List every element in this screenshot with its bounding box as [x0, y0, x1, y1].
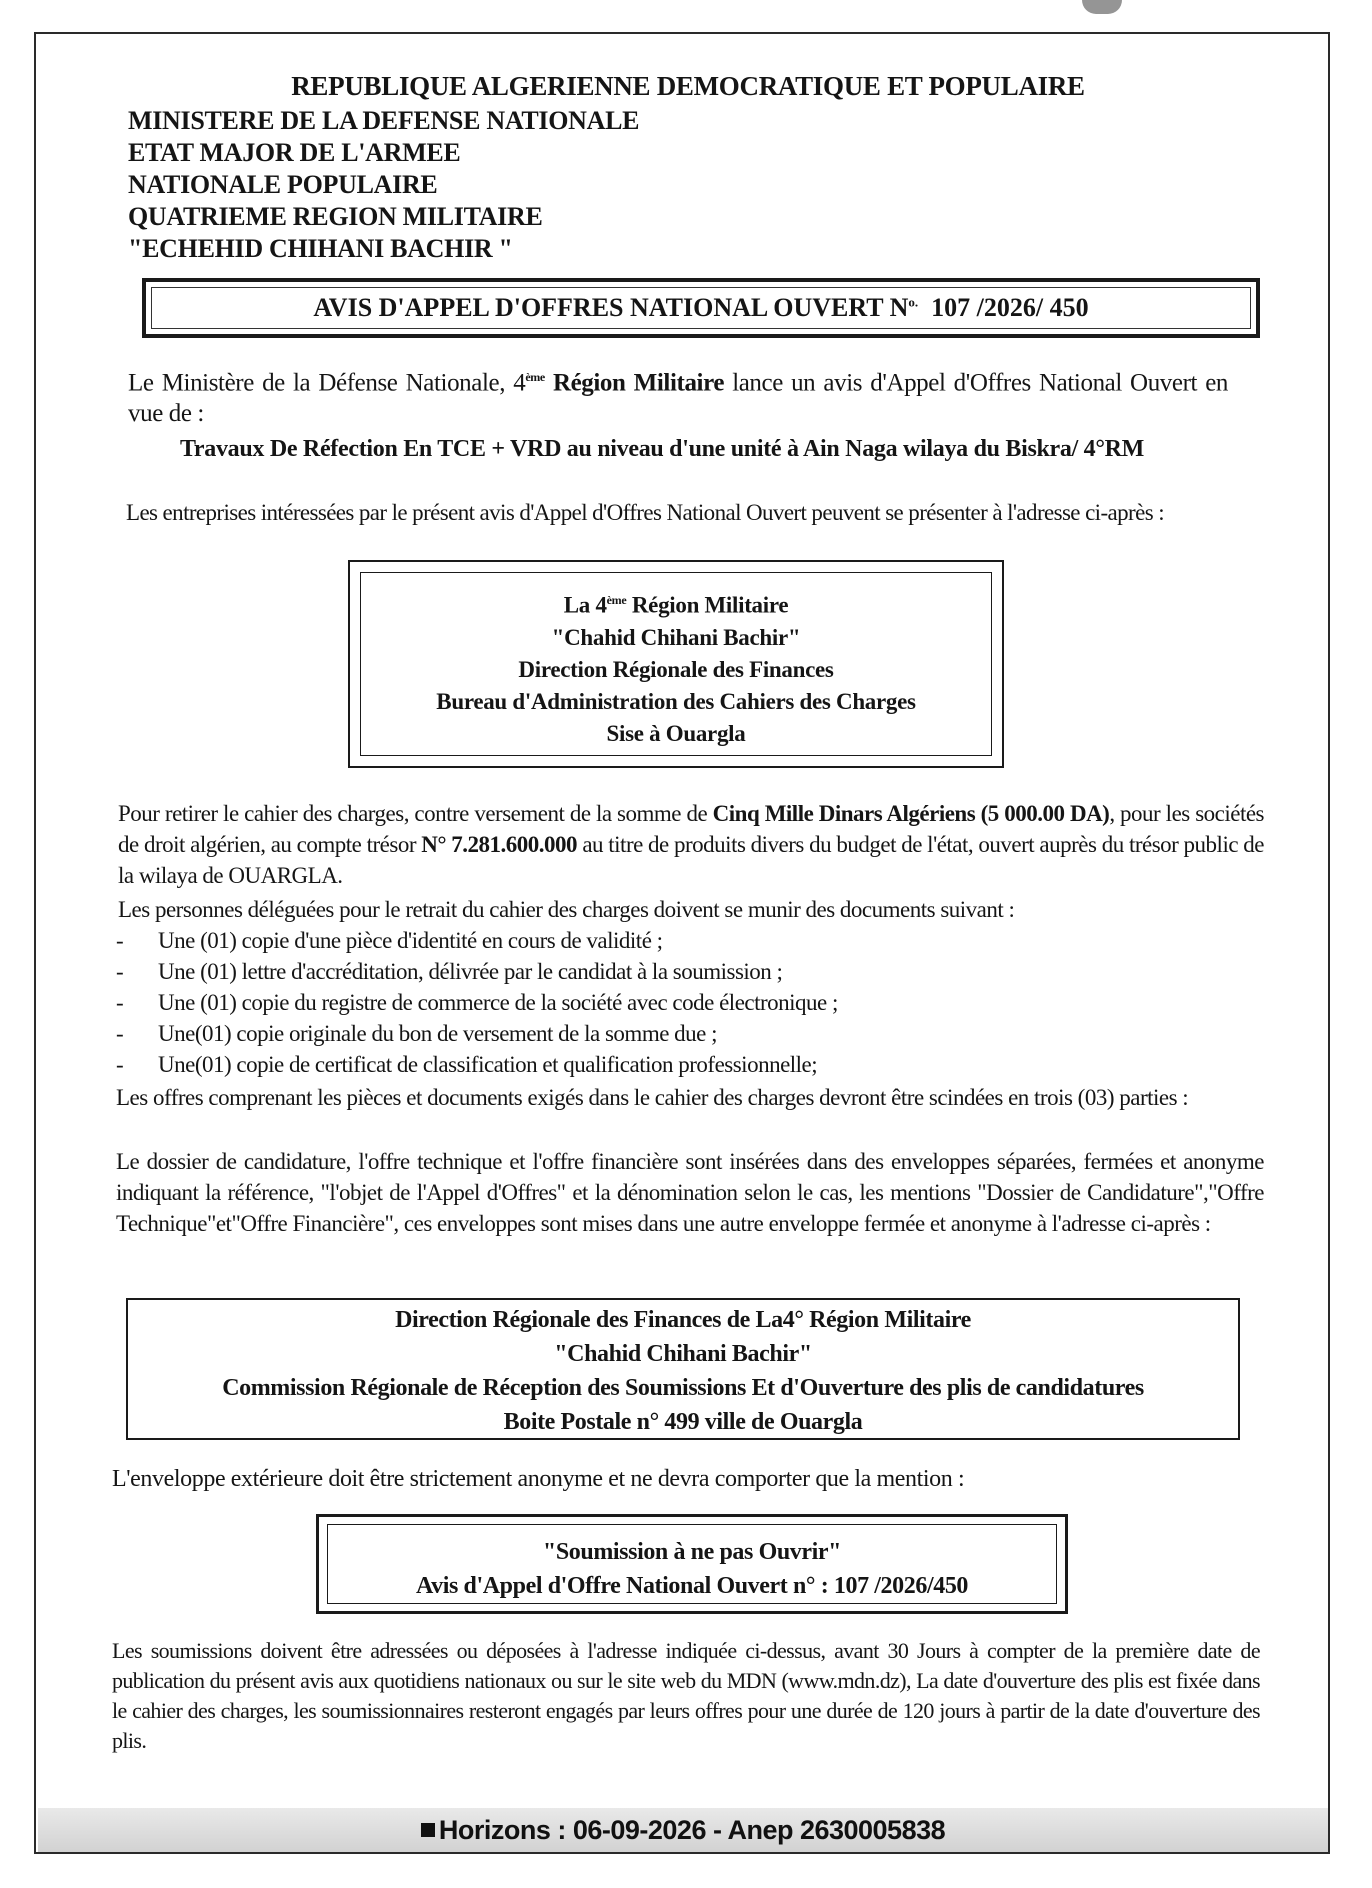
- mention-do-not-open: "Soumission à ne pas Ouvrir": [542, 1539, 842, 1565]
- address-line-direction: Direction Régionale des Finances: [518, 656, 834, 682]
- ministry-line: MINISTERE DE LA DEFENSE NATIONALE: [128, 106, 640, 135]
- required-documents-list: [116, 925, 1216, 1080]
- army-line: NATIONALE POPULAIRE: [128, 170, 438, 199]
- list-item: - Une (01) copie du registre de commerce de la société avec code électronique ;: [116, 987, 1216, 1018]
- list-item: - Une (01) lettre d'accréditation, délivrée par le candidat à la soumission ;: [116, 956, 1216, 987]
- publication-footer: [38, 1808, 1328, 1852]
- reception-line-postbox: Boite Postale n° 499 ville de Ouargla: [503, 1409, 863, 1435]
- companies-paragraph: Les entreprises intéressées par le présent avis d'Appel d'Offres National Ouvert peuvent se présenter à l'adresse ci-après :: [126, 500, 1164, 525]
- region-line: QUATRIEME REGION MILITAIRE: [128, 202, 543, 231]
- intro-paragraph: Le Ministère de la Défense Nationale, 4ème Région Militaire lance un avis d'Appel d'Offres National Ouvert en vue de :: [128, 369, 1229, 428]
- delegates-paragraph: Les personnes déléguées pour le retrait du cahier des charges doivent se munir des documents suivant :: [118, 897, 1015, 922]
- address-line-chahid: "Chahid Chihani Bachir": [551, 624, 801, 650]
- reception-address-box: [126, 1298, 1240, 1440]
- list-item: - Une (01) copie d'une pièce d'identité en cours de validité ;: [116, 925, 1216, 956]
- submission-paragraph: Les soumissions doivent être adressées ou déposées à l'adresse indiquée ci-dessus, avant 30 Jours à compter de la première date de publication du présent avis aux quotidiens nationaux ou sur le site web du MDN (www.mdn.dz), La date d'ouverture des plis est fixée dans le cahier des charges, les soumissionnaires resteront engagés par leurs offres pour une durée de 120 jours à partir de la date d'ouverture des plis.: [112, 1638, 1260, 1753]
- publication-reference: Horizons : 06-09-2026 - Anep 2630005838: [438, 1814, 946, 1845]
- republic-title: REPUBLIQUE ALGERIENNE DEMOCRATIQUE ET POPULAIRE: [291, 71, 1085, 101]
- address-line-location: Sise à Ouargla: [606, 720, 746, 746]
- dossier-paragraph: Le dossier de candidature, l'offre technique et l'offre financière sont insérées dans des enveloppes séparées, fermées et anonyme indiquant la référence, "l'objet de l'Appel d'Offres" et la dénomination selon le cas, les mentions "Dossier de Candidature","Offre Technique"et"Offre Financière", ces enveloppes sont mises dans une autre enveloppe fermée et anonyme à l'adresse ci-après :: [116, 1149, 1264, 1236]
- issuer-header: [128, 70, 1248, 265]
- notice-number: 107 /2026/ 450: [931, 293, 1089, 322]
- address-line-region: La 4ème Région Militaire: [563, 592, 789, 618]
- withdrawal-address-box: [348, 560, 1004, 768]
- withdrawal-amount: Cinq Mille Dinars Algériens (5 000.00 DA): [712, 801, 1110, 826]
- chahid-line: "ECHEHID CHIHANI BACHIR ": [128, 234, 513, 263]
- reception-line-chahid: "Chahid Chihani Bachir": [554, 1341, 812, 1367]
- tender-object: Travaux De Réfection En TCE + VRD au niveau d'une unité à Ain Naga wilaya du Biskra/ 4°RM: [180, 436, 1145, 462]
- scan-smudge: [1082, 0, 1122, 14]
- treasury-account: N° 7.281.600.000: [421, 832, 578, 857]
- bullet-square-icon: [421, 1823, 435, 1837]
- offers-paragraph: Les offres comprenant les pièces et documents exigés dans le cahier des charges devront être scindées en trois (03) parties :: [116, 1085, 1189, 1110]
- list-item: - Une(01) copie de certificat de classification et qualification professionnelle;: [116, 1049, 1216, 1080]
- mention-reference: Avis d'Appel d'Offre National Ouvert n° : 107 /2026/450: [415, 1573, 969, 1599]
- reception-line-direction: Direction Régionale des Finances de La4° Région Militaire: [395, 1307, 971, 1333]
- address-line-bureau: Bureau d'Administration des Cahiers des Charges: [436, 688, 916, 714]
- outer-envelope-paragraph: L'enveloppe extérieure doit être strictement anonyme et ne devra comporter que la mention :: [112, 1466, 965, 1492]
- notice-title-box: [142, 278, 1260, 338]
- list-item: - Une(01) copie originale du bon de versement de la somme due ;: [116, 1018, 1216, 1049]
- notice-title: AVIS D'APPEL D'OFFRES NATIONAL OUVERT $N^{o.}$ 107 /2026/ 450: [313, 293, 1089, 322]
- reception-line-commission: Commission Régionale de Réception des Soumissions Et d'Ouverture des plis de candidatures: [222, 1375, 1144, 1401]
- envelope-mention-box: [316, 1514, 1068, 1614]
- staff-line: ETAT MAJOR DE L'ARMEE: [128, 138, 461, 167]
- withdrawal-paragraph: Pour retirer le cahier des charges, contre versement de la somme de Cinq Mille Dinars Algériens (5 000.00 DA), pour les sociétés de droit algérien, au compte trésor N° 7.281.600.000 au titre de produits divers du budget de l'état, ouvert auprès du trésor public de la wilaya de OUARGLA.: [118, 801, 1265, 888]
